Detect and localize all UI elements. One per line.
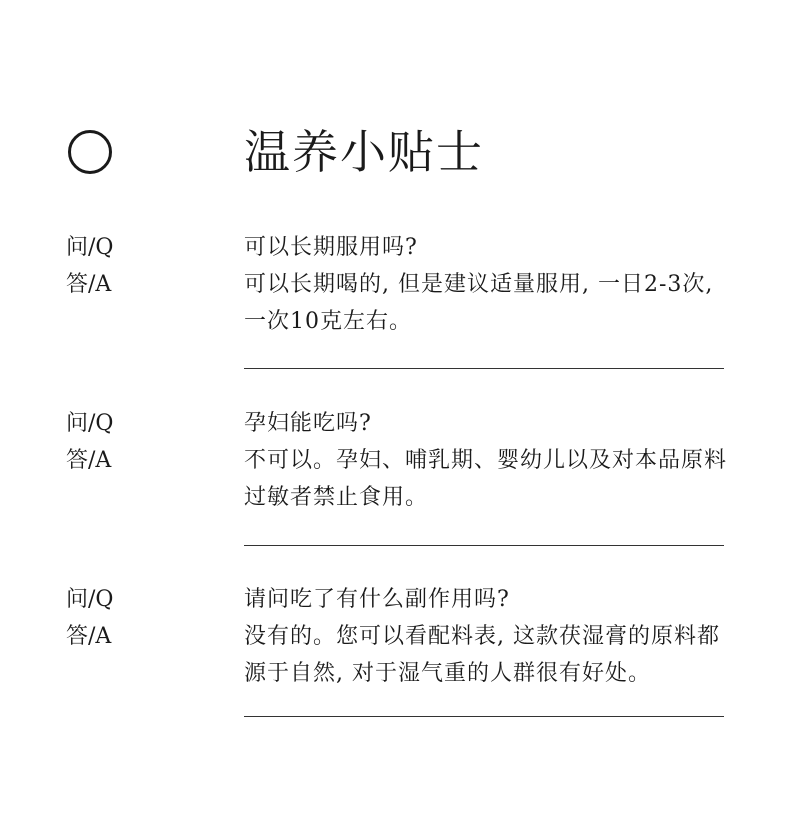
faq-content	[244, 229, 728, 340]
answer-label: 答/A	[66, 624, 112, 649]
faq-answer: 没有的。您可以看配料表, 这款茯湿膏的原料都源于自然, 对于湿气重的人群很有好处。	[244, 624, 720, 686]
question-label: 问/Q	[66, 411, 114, 436]
faq-divider	[244, 716, 724, 717]
page-title: 温养小贴士	[244, 125, 484, 179]
faq-answer: 不可以。孕妇、哺乳期、婴幼儿以及对本品原料过敏者禁止食用。	[244, 448, 728, 510]
question-label: 问/Q	[66, 235, 114, 260]
question-label: 问/Q	[66, 587, 114, 612]
faq-content	[244, 581, 728, 692]
faq-content	[244, 405, 728, 516]
faq-answer: 可以长期喝的, 但是建议适量服用, 一日2-3次, 一次10克左右。	[244, 272, 714, 334]
faq-question: 可以长期服用吗?	[244, 235, 418, 260]
faq-labels	[66, 581, 113, 655]
faq-question: 请问吃了有什么副作用吗?	[244, 587, 510, 612]
answer-label: 答/A	[66, 272, 112, 297]
faq-labels	[66, 405, 113, 479]
faq-divider	[244, 368, 724, 369]
faq-question: 孕妇能吃吗?	[244, 411, 372, 436]
faq-labels	[66, 229, 113, 303]
answer-label: 答/A	[66, 448, 112, 473]
faq-divider	[244, 545, 724, 546]
circle-icon	[68, 130, 112, 174]
